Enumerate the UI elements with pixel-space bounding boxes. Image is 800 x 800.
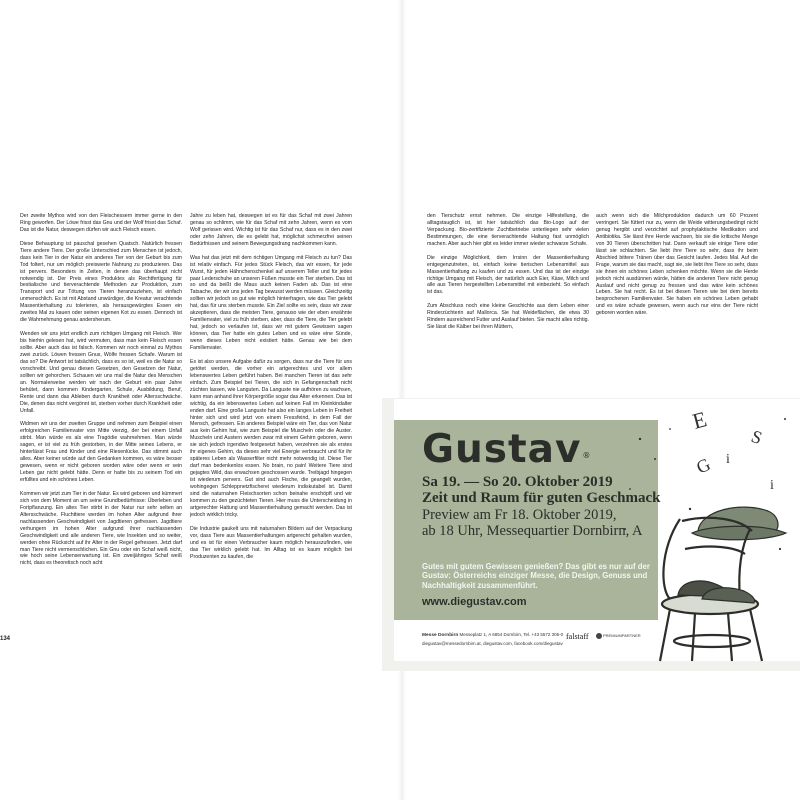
paragraph: Zum Abschluss noch eine kleine Geschichte aus dem Leben einer Rinderzüchterin auf Mallorca. Sie hat Weideflächen, die etwa 30 Rindern ausreichend Futter und Auslauf bieten. Sie macht alles richtig. Sie lässt die Kälber bei ihren Müttern,	[427, 303, 589, 331]
logo-text: Gustav	[422, 427, 582, 472]
svg-text:E: E	[689, 406, 710, 434]
text-column-3	[427, 213, 589, 338]
footer-contact: diegustav@messedornbirn.at, diegustav.com, facebook.com/diegustav	[422, 641, 563, 646]
paragraph: Kommen wir jetzt zum Tier in der Natur. Es wird geboren und kümmert sich von dem Moment an um seine Grundbedürfnisse: Überleben und Fortpflanzung. Ein altes Tier stirbt in der Natur nur sehr selten an Altersschwäche. Fluchttiere werden im hohen Alter aufgrund ihrer nachlassenden Geschwindigkeit von Jagdtieren gefressen. Jagdtiere verhungern im hohen Alter aufgrund ihrer nachlassenden Geschwindigkeit und alle anderen Tiere, wie Insekten und so weiter, werden ohne Rücksicht auf ihr Alter in der Regel gefressen. Jetzt darf man Tiere nicht vermenschlichen. Ein Gnu oder ein Schaf weiß nicht, wie hoch seine Lebenserwartung ist. Ein zweijähriges Schaf weiß nicht, dass es theoretisch noch acht	[20, 490, 182, 567]
svg-text:i: i	[770, 478, 774, 493]
preview-date: Preview am Fr 18. Oktober 2019,	[422, 507, 617, 523]
preview-location: ab 18 Uhr, Messequartier Dornbirn, A	[422, 523, 643, 539]
paragraph: Diese Behauptung ist pauschal gesehen Quatsch. Natürlich fressen Tiere andere Tiere. Der große Unterschied zum Menschen ist jedoch, dass kein Tier in der Natur ein anderes Tier von der Geburt bis zum Tod foltert, nur um möglich preiswerte Nahrung zu produzieren. Das ist pervers. Besonders in Zeiten, in denen das überhaupt nicht notwendig ist. Der Preis eines Produktes als Rechtfertigung für bestialische und tierverachtende Methoden zur Produktion, zum Transport und zur Tötung von Tieren heranzuziehen, ist einfach unmenschlich. Es ist mit Abstand unwürdiger, die Kreatur verachtende Massentierhaltung zu tolerieren, als herausgewürgtes Essen ein zweites Mal zu kauen oder seinen eigenen Kot zu essen. Dennoch ist die Wahrnehmung genau andersherum.	[20, 240, 182, 324]
floating-letters-icon	[690, 406, 774, 493]
paragraph: Es ist also unsere Aufgabe dafür zu sorgen, dass nur die Tiere für uns getötet werden, die vorher ein artgerechtes und vor allem lebenswertes Leben geführt haben. Bei manchen Tieren ist das sehr einfach. Zum Beispiel bei Tieren, die sich in Gefangenschaft nicht züchten lassen, wie Languten. Da Languste nie aufhören zu wachsen, kann man anhand ihrer Körpergröße sogar das Alter erkennen. Das ist wichtig, da ein lebenswertes Leben auf keinen Fall im Kleinkindalter enden darf. Eine große Languste hat also ein langes Leben in Freiheit hinter sich und wird jetzt von einem Fressfeind, in dem Fall der Mensch, gefressen. Ein anderes Beispiel wäre ein Tier, das von Natur aus kein Gehirn hat, wie zum Beispiel die Muscheln oder die Auster. Muscheln und Austern werden zwar mit einem Gehirn geboren, wenn sie sich jedoch irgendwo festgesetzt haben, verzehren sie als erstes ihr eigenes Gehirn, da dieses sehr viel Energie verbraucht und für ihr späteres Leben als Wasserfilter nicht mehr notwendig ist. Diese Tier darf man bedenkenlos essen. No brain, no pain! Weitere Tiere sind gejagtes Wild, das erwachsen geschossen wurde. Treibjagd hingegen ist wiederum pervers. Gut sind auch Fische, die geangelt wurden, wohingegen Schleppnetzfischerei wiederum indiskutabel ist. Damit sind die naturnahen Fleischsorten schon beinahe erschöpft und wir kommen zu den gezüchteten Tieren. Hier muss die Unterscheidung in artgerechter Haltung und Massentierhaltung gemacht werden. Das ist jedoch wirklich tricky.	[190, 358, 352, 518]
text-column-4	[596, 213, 758, 324]
text-column-1	[20, 213, 182, 574]
text-column-2	[190, 213, 352, 567]
registered-mark: ®	[582, 451, 592, 460]
paragraph: Die einzige Möglichkeit, dem Irrsinn der Massentierhaltung entgegenzutreten, ist, einfach keine tierischen Lebensmittel aus Massentierhaltung zu kaufen und zu essen. Und das ist der einzige richtige Umgang mit Fleisch, der natürlich auch Eier, Käse, Milch und alle aus Tieren hergestellten Lebensmittel mit einbezieht. So einfach ist das.	[427, 254, 589, 296]
paragraph: Wenden wir uns jetzt endlich zum richtigen Umgang mit Fleisch. Wer bis hierhin gelesen hat, wird vermuten, dass man kein Fleisch essen sollte. Aber auch das ist falsch. Kommen wir noch einmal zu Mythos zwei zurück. Löwen fressen Gnus, Wölfe fressen Schafe. Warum ist das so? Die Antwort ist tatsächlich, dass es so ist, weil es die Natur so vorschreibt. Und genau diesen Gesetzen, den Gesetzen der Natur, sollten wir gehorchen. Schauen wir uns mal die Natur des Menschen an. Normalerweise werden wir nach der Geburt ein paar Jahre behütet, dann kommen Kindergarten, Schule, Ausbildung, Beruf, Rente und dann das Ableben durch Krankheit oder Altersschwäche. Die, denen das nicht vergönnt ist, sterben vorher durch Krankheit oder Unfall.	[20, 331, 182, 414]
partner-label: PREMIUMPARTNER	[603, 633, 641, 639]
paragraph: Die Industrie gaukelt uns mit naturnahen Bildern auf der Verpackung vor, dass Tiere aus Massentierhaltungen artgerecht gehalten wurden, und es ist für einen Verbraucher kaum möglich herauszufinden, wie das Tier wirklich gelebt hat. Im Alltag ist es kaum möglich bei Produzenten zu kaufen, die	[190, 525, 352, 560]
partner-logo-icon	[596, 633, 602, 639]
ad-tagline: Gutes mit gutem Gewissen genießen? Das gibt es nur auf der Gustav: Österreichs einziger Messe, die Design, Genuss und Nachhaltigkeit zusammenführt.	[422, 562, 650, 590]
ad-website-link[interactable]: www.diegustav.com	[422, 596, 527, 608]
footer-org: Messe Dornbirn	[422, 633, 459, 638]
paragraph: Jahre zu leben hat, deswegen ist es für das Schaf mit zwei Jahren genau so schlimm, wie für das Schaf mit zehn Jahren, wenn es vom Wolf gerissen wird. Wichtig ist für das Schaf nur, dass es in den zwei oder zehn Jahren, die es gelebt hat, möglichst schmerzfrei seinen Bedürfnissen und seinem Bewegungsdrang nachkommen kann.	[190, 213, 352, 247]
paragraph: Der zweite Mythos wird von den Fleischessern immer gerne in den Ring geworfen. Der Löwe frisst das Gnu und der Wolf frisst das Schaf. Das ist die Natur, deswegen dürfen wir auch Fleisch essen.	[20, 213, 182, 233]
paragraph: Widmen wir uns der zweiten Gruppe und nehmen zum Beispiel einen erfolgreichen Familienvater von Mitte vierzig, der bei einem Unfall stirbt. Man würde es als eine Tragödie wahrnehmen. Man würde sagen, er ist viel zu früh gestorben, in der Mitte seines Lebens, er hinterlässt Frau und Kinder und eine Riesenlücke. Das stimmt auch alles. Aber keiner würde auf den Gedanken kommen, es wäre besser gewesen, wenn er nicht geboren worden wäre oder wenn er sein Leben gar nicht gelebt hätte. Denn er hatte bis zu seinem Tod ein erfülltes und ein schönes Leben.	[20, 421, 182, 484]
paragraph: auch wenn sich die Milchproduktion dadurch um 60 Prozent verringert. Sie füttert nur zu, wenn die Weide witterungsbedingt nicht genug hergibt und verzichtet auf prophylaktische Medikation und Antibiotika. Sie lässt ihre Herde wachsen, bis sie die kritische Menge von 30 Tieren überschritten hat. Dann verkauft sie einige Tiere oder lässt sie schlachten. Sie liebt ihre Tiere so sehr, dass ihr beim Abschied bittere Tränen über das Gesicht laufen. Jedes Mal. Auf die Frage, warum sie das macht, sagt sie, sie liebt ihre Tiere so sehr, dass sie ihnen ein schönes Leben schenken möchte. Wenn sie die Herde jedoch nicht ausdünnen würde, hätten die anderen Tiere nicht genug Auslauf und nicht genug zu fressen und das wäre kein schönes Leben. Sie hat recht. Es ist bei diesen Tieren wie bei dem bereits besprochenen Familienvater. Sie haben ein schönes Leben gehabt und es wäre schade gewesen, wenn auch nur eins der Tiere nicht geboren worden wäre.	[596, 213, 758, 317]
footer-address: Messeplatz 1, A 6854 Dornbirn, Tel. +43 5572 305-0	[459, 632, 564, 637]
ad-footer	[422, 631, 563, 648]
page-number: 134	[0, 636, 11, 642]
gustav-logo	[422, 427, 592, 472]
svg-text:i: i	[726, 452, 730, 467]
falstaff-logo: falstaff	[566, 632, 589, 641]
event-dates: Sa 19. — So 20. Oktober 2019	[422, 474, 613, 490]
paragraph: den Tierschutz ernst nehmen. Die einzige Hilfestellung, die alltagstauglich ist, ist hier tatsächlich das Bio-Logo auf der Verpackung. Bio-zertifizierte Zuchtbetriebe unterliegen sehr vielen Bestimmungen, die eine tierverachtende Haltung fast unmöglich machen. Aber auch hier gibt es leider immer wieder schwarze Schafe.	[427, 213, 589, 247]
svg-text:G: G	[693, 454, 714, 478]
premium-partner	[596, 633, 641, 639]
svg-text:S: S	[748, 425, 765, 449]
paragraph: Was hat das jetzt mit dem richtigen Umgang mit Fleisch zu tun? Das ist relativ einfach. Für jedes Stück Fleisch, das wir essen, für jede Wurst, für jeden Hähnchenschenkel auf unserem Teller und für jedes paar Lederschuhe an unseren Füßen musste ein Tier sterben. Das ist so und da beißt die Maus auch keinen Faden ab. Das ist eine Tatsache, der wir uns jeden Tag bewusst werden müssen. Gleichzeitig sollten wir jedoch so gut wie möglich hinterfragen, wie das Tier gelebt hat, das für uns sterben musste. Ein Ziel sollte es sein, dass wir zwar akzeptieren, dass die meisten Tiere, genauso wie der eben erwähnte Familienvater, viel zu früh sterben, aber, dass die Tiere, die Tier gelebt hat, jedoch so verlaufen ist, dass wir mit gutem Gewissen sagen können, das Tier hatte ein gutes Leben und es wäre eine Sünde, wenn dieses Leben nicht existiert hätte. Genau wie bei dem Familienvater.	[190, 254, 352, 352]
event-headline: Zeit und Raum für guten Geschmack	[422, 490, 661, 506]
